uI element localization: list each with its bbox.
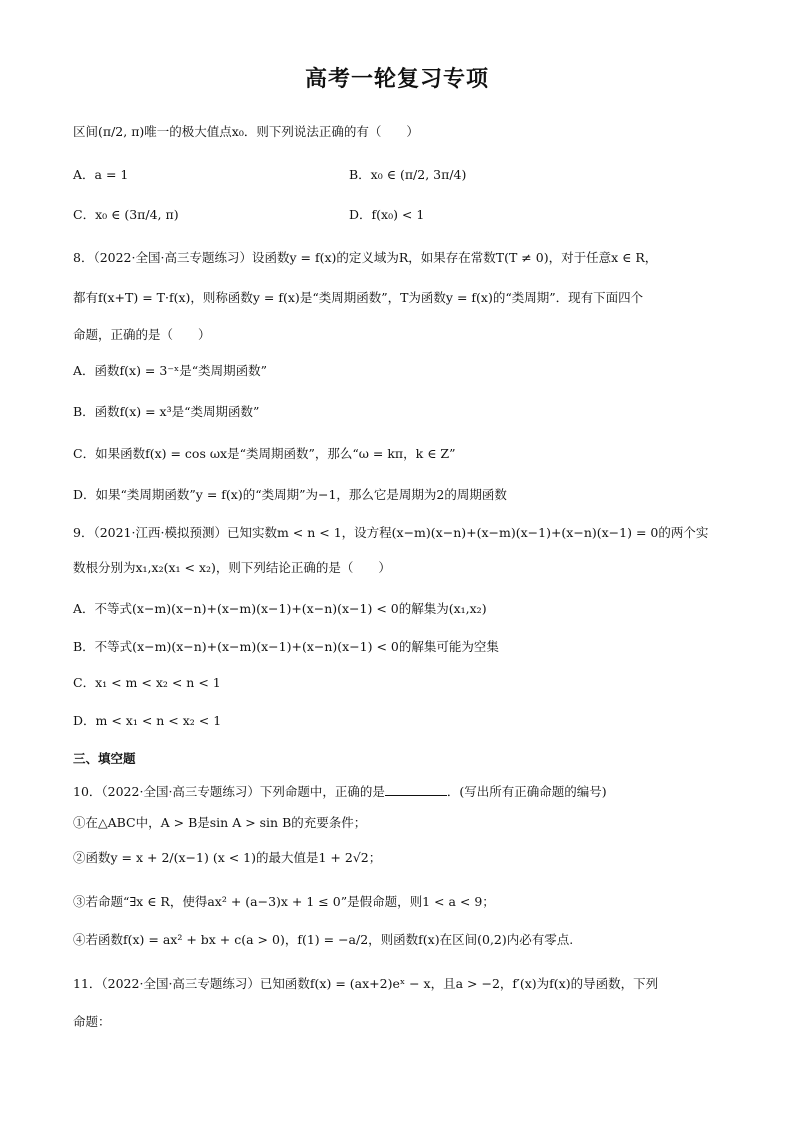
q10-stem-suffix: ．(写出所有正确命题的编号): [446, 784, 607, 799]
q10-item-4: ④若函数f(x) = ax² + bx + c(a > 0)，f(1) = −a/2，则函数f(x)在区间(0,2)内必有零点.: [73, 932, 574, 947]
q8-stem-line-3: 命题，正确的是（ ）: [73, 327, 211, 342]
q10-stem: [73, 783, 607, 799]
q11-stem-line-2: 命题：: [73, 1014, 111, 1029]
section-heading-fill-in: 三、填空题: [73, 751, 136, 766]
q7-option-b: B．x₀ ∈ (π/2, 3π/4): [349, 167, 467, 182]
q8-option-a: A．函数f(x) = 3⁻ˣ是“类周期函数”: [73, 363, 268, 378]
q7-stem-continued: 区间(π/2, π)唯一的极大值点x₀．则下列说法正确的有（ ）: [73, 124, 419, 139]
q7-option-d: D．f(x₀) < 1: [349, 207, 425, 222]
q11-stem-line-1: 11．（2022·全国·高三专题练习）已知函数f(x) = (ax+2)eˣ − x，且a > −2，f′(x)为f(x)的导函数，下列: [73, 976, 659, 991]
q9-stem-line-1: 9．（2021·江西·模拟预测）已知实数m < n < 1，设方程(x−m)(x−n)+(x−m)(x−1)+(x−n)(x−1) = 0的两个实: [73, 525, 709, 540]
q9-option-b: B．不等式(x−m)(x−n)+(x−m)(x−1)+(x−n)(x−1) < 0的解集可能为空集: [73, 639, 499, 654]
q10-item-1: ①在△ABC中，A > B是sin A > sin B的充要条件；: [73, 815, 367, 830]
q7-option-c: C．x₀ ∈ (3π/4, π): [73, 207, 179, 222]
q8-option-d: D．如果“类周期函数”y = f(x)的“类周期”为−1，那么它是周期为2的周期函数: [73, 487, 507, 502]
q10-item-3: ③若命题“∃x ∈ R，使得ax² + (a−3)x + 1 ≤ 0”是假命题，则1 < a < 9；: [73, 894, 495, 909]
q10-stem-text: 10．（2022·全国·高三专题练习）下列命题中，正确的是: [73, 784, 385, 799]
q7-option-a: A．a = 1: [73, 167, 129, 182]
page-title: 高考一轮复习专项: [304, 67, 489, 92]
q9-stem-line-2: 数根分别为x₁,x₂(x₁ < x₂)，则下列结论正确的是（ ）: [73, 560, 391, 575]
q8-option-b: B．函数f(x) = x³是“类周期函数”: [73, 404, 260, 419]
q8-stem-line-2: 都有f(x+T) = T·f(x)，则称函数y = f(x)是“类周期函数”，T为函数y = f(x)的“类周期”．现有下面四个: [73, 290, 644, 305]
q9-option-d: D．m < x₁ < n < x₂ < 1: [73, 713, 222, 728]
q8-option-c: C．如果函数f(x) = cos ωx是“类周期函数”，那么“ω = kπ，k ∈ Z”: [73, 446, 456, 461]
q8-stem-line-1: 8．（2022·全国·高三专题练习）设函数y = f(x)的定义域为R，如果存在常数T(T ≠ 0)，对于任意x ∈ R，: [73, 250, 658, 265]
answer-blank[interactable]: [385, 783, 447, 796]
q10-item-2: ②函数y = x + 2/(x−1) (x < 1)的最大值是1 + 2√2；: [73, 850, 382, 865]
q9-option-a: A．不等式(x−m)(x−n)+(x−m)(x−1)+(x−n)(x−1) < 0的解集为(x₁,x₂): [73, 601, 487, 616]
q9-option-c: C．x₁ < m < x₂ < n < 1: [73, 675, 221, 690]
